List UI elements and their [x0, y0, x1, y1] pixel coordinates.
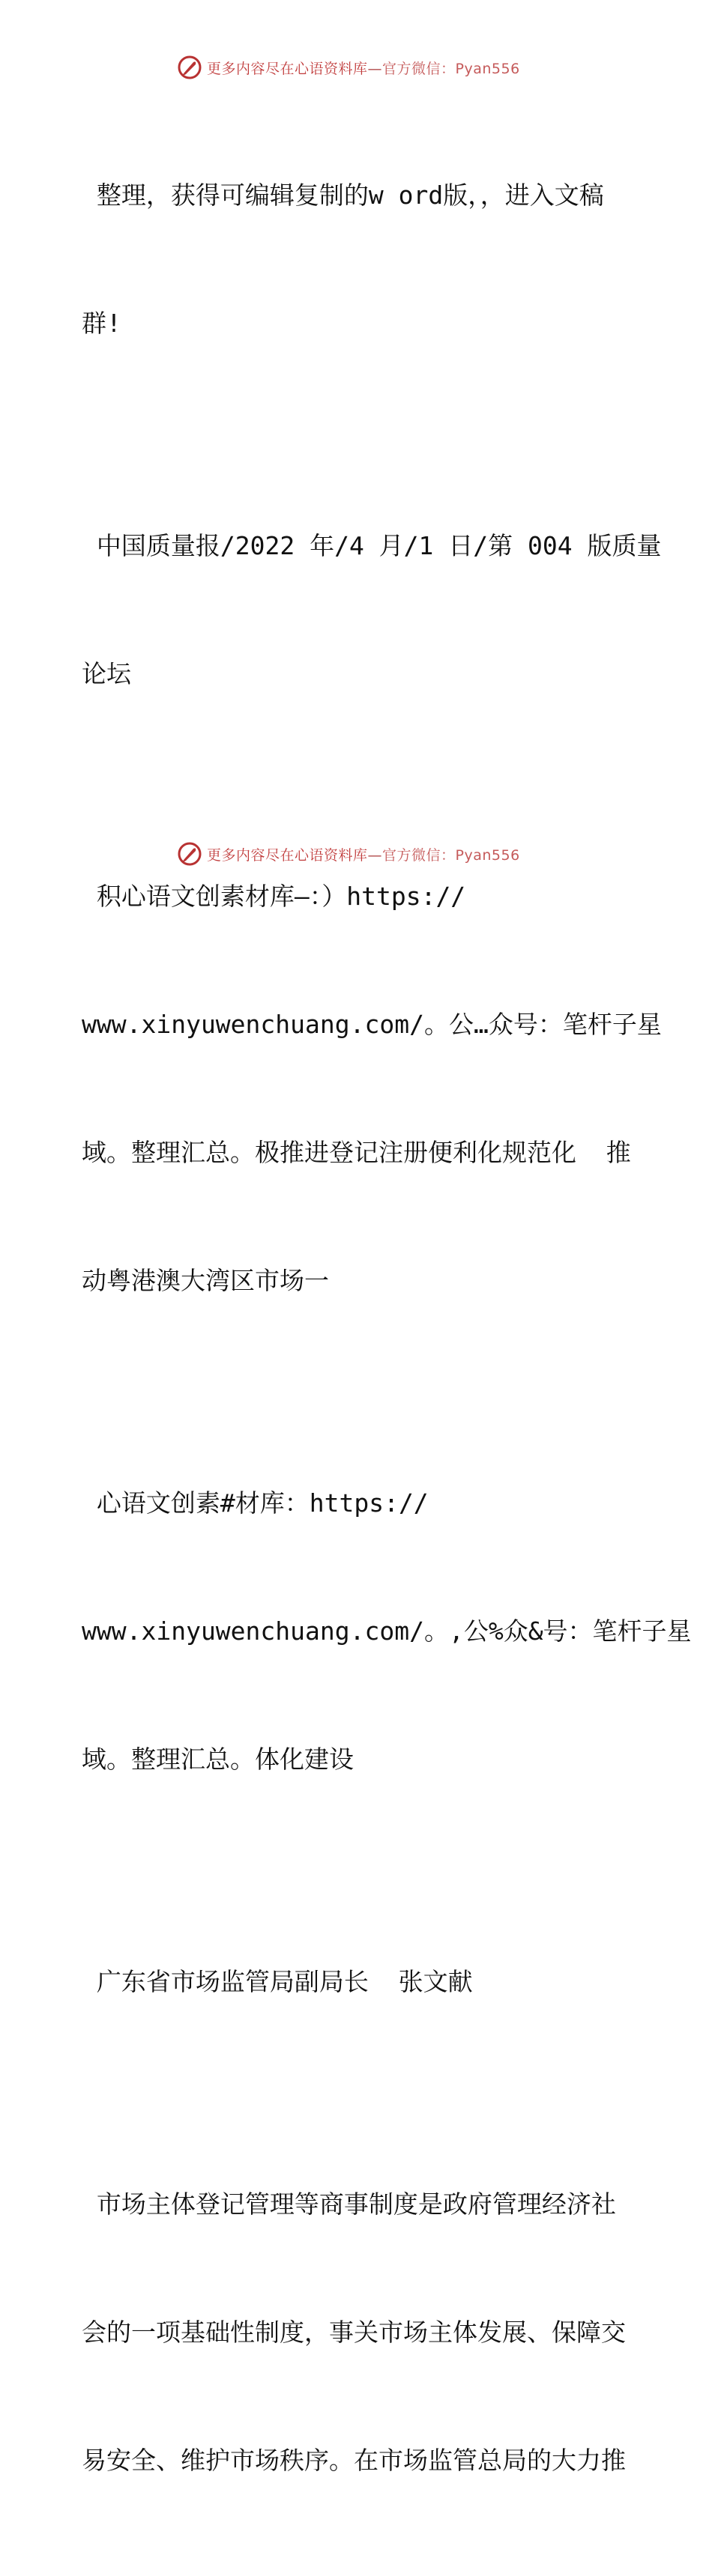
paragraph-title-1: [73, 790, 662, 1387]
text-line: 广东省市场监管局副局长 张文献: [82, 1967, 473, 1996]
paragraph-source: [73, 439, 662, 781]
text-line: www.xinyuwenchuang.com/。,公%众&号：笔杆子星: [82, 1616, 692, 1646]
text-line: 易安全、维护市场秩序。在市场监管总局的大力推: [82, 2446, 626, 2475]
quill-logo-icon: [177, 841, 202, 867]
text-line: 积心语文创素材库—：）https://: [82, 882, 466, 911]
text-line: 中国质量报/2022 年/4 月/1 日/第 004 版质量: [82, 531, 662, 560]
text-line: 心语文创素#材库：https://: [82, 1488, 429, 1518]
paragraph-body: [73, 2097, 642, 2567]
text-line: 整理，获得可编辑复制的w ord版，，进入文稿: [82, 181, 604, 210]
text-line: 会的一项基础性制度，事关市场主体发展、保障交: [82, 2318, 626, 2347]
text-line: 群!: [82, 309, 121, 338]
quill-logo-icon: [177, 55, 202, 80]
footer-banner: [177, 840, 520, 867]
document-body: [73, 88, 692, 2576]
text-line: 域。整理汇总。极推进登记注册便利化规范化 推: [82, 1138, 631, 1167]
header-banner-text: 更多内容尽在心语资料库—官方微信：Pyan556: [207, 60, 520, 77]
text-line: 论坛: [82, 659, 131, 688]
footer-banner-text: 更多内容尽在心语资料库—官方微信：Pyan556: [207, 846, 520, 864]
text-line: 域。整理汇总。体化建设: [82, 1745, 354, 1774]
text-line: www.xinyuwenchuang.com/。公…众号：笔杆子星: [82, 1010, 662, 1039]
paragraph-title-2: [73, 1396, 692, 1866]
header-banner: [177, 54, 520, 81]
text-line: 市场主体登记管理等商事制度是政府管理经济社: [82, 2189, 616, 2219]
paragraph-intro: [73, 88, 642, 430]
paragraph-author: [73, 1875, 642, 2088]
text-line: 动粤港澳大湾区市场一: [82, 1266, 329, 1295]
